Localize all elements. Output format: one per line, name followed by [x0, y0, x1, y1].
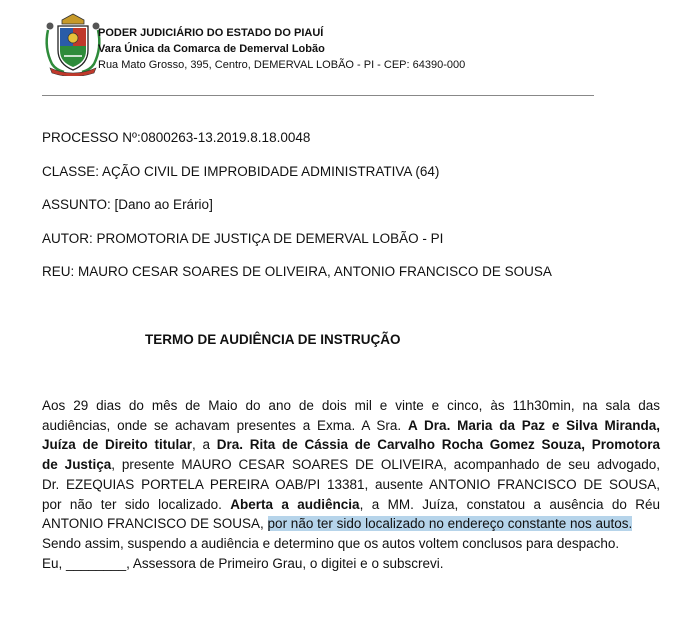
- header-address: Rua Mato Grosso, 395, Centro, DEMERVAL LOBÃO - PI - CEP: 64390-000: [98, 59, 466, 71]
- prosecutor-name: Dra. Rita de Cássia de Carvalho Rocha Gomez Souza, Promotora: [216, 437, 661, 453]
- meta-classe: CLASSE: AÇÃO CIVIL DE IMPROBIDADE ADMINISTRATIVA (64): [42, 164, 440, 179]
- meta-assunto: ASSUNTO: [Dano ao Erário]: [42, 197, 213, 212]
- meta-processo: PROCESSO Nº:0800263-13.2019.8.18.0048: [42, 130, 311, 145]
- hearing-opened: Aberta a audiência: [230, 496, 360, 512]
- meta-reu: REU: MAURO CESAR SOARES DE OLIVEIRA, ANTONIO FRANCISCO DE SOUSA: [42, 264, 552, 279]
- header-court-name: PODER JUDICIÁRIO DO ESTADO DO PIAUÍ: [98, 27, 324, 39]
- judge-title: Juíza de Direito titular: [42, 437, 192, 453]
- header-court-unit: Vara Única da Comarca de Demerval Lobão: [98, 43, 325, 55]
- paragraph-line: Juíza de Direito titular, a Dra. Rita de Cássia de Carvalho Rocha Gomez Souza, Promotora: [42, 437, 661, 453]
- meta-autor: AUTOR: PROMOTORIA DE JUSTIÇA DE DEMERVAL LOBÃO - PI: [42, 231, 444, 246]
- prosecutor-title: de Justiça: [42, 457, 112, 473]
- header-divider: [42, 95, 594, 96]
- selected-text-highlight[interactable]: por não ter sido localizado no endereço constante nos autos.: [267, 516, 633, 532]
- paragraph-line: por não ter sido localizado. Aberta a audiência, a MM. Juíza, constatou a ausência do Réu: [42, 496, 660, 512]
- state-coat-of-arms: [42, 12, 104, 76]
- paragraph-line: ANTONIO FRANCISCO DE SOUSA, por não ter sido localizado no endereço constante nos autos.: [42, 516, 633, 532]
- paragraph-line: audiências, onde se achavam presentes a Exma. A Sra. A Dra. Maria da Paz e Silva Miranda,: [42, 417, 661, 433]
- paragraph-line: Eu, ________, Assessora de Primeiro Grau, o digitei e o subscrevi.: [42, 555, 444, 571]
- hearing-minutes-paragraph: [42, 396, 660, 573]
- paragraph-line: Sendo assim, suspendo a audiência e determino que os autos voltem conclusos para despacho.: [42, 535, 620, 551]
- paragraph-line: Aos 29 dias do mês de Maio do ano de dois mil e vinte e cinco, às 11h30min, na sala das: [42, 398, 660, 413]
- paragraph-line: de Justiça, presente MAURO CESAR SOARES DE OLIVEIRA, acompanhado de seu advogado,: [42, 457, 661, 473]
- paragraph-line: Dr. EZEQUIAS PORTELA PEREIRA OAB/PI 13381, ausente ANTONIO FRANCISCO DE SOUSA,: [42, 476, 660, 492]
- document-title: TERMO DE AUDIÊNCIA DE INSTRUÇÃO: [145, 332, 401, 347]
- judge-name: A Dra. Maria da Paz e Silva Miranda,: [408, 417, 661, 433]
